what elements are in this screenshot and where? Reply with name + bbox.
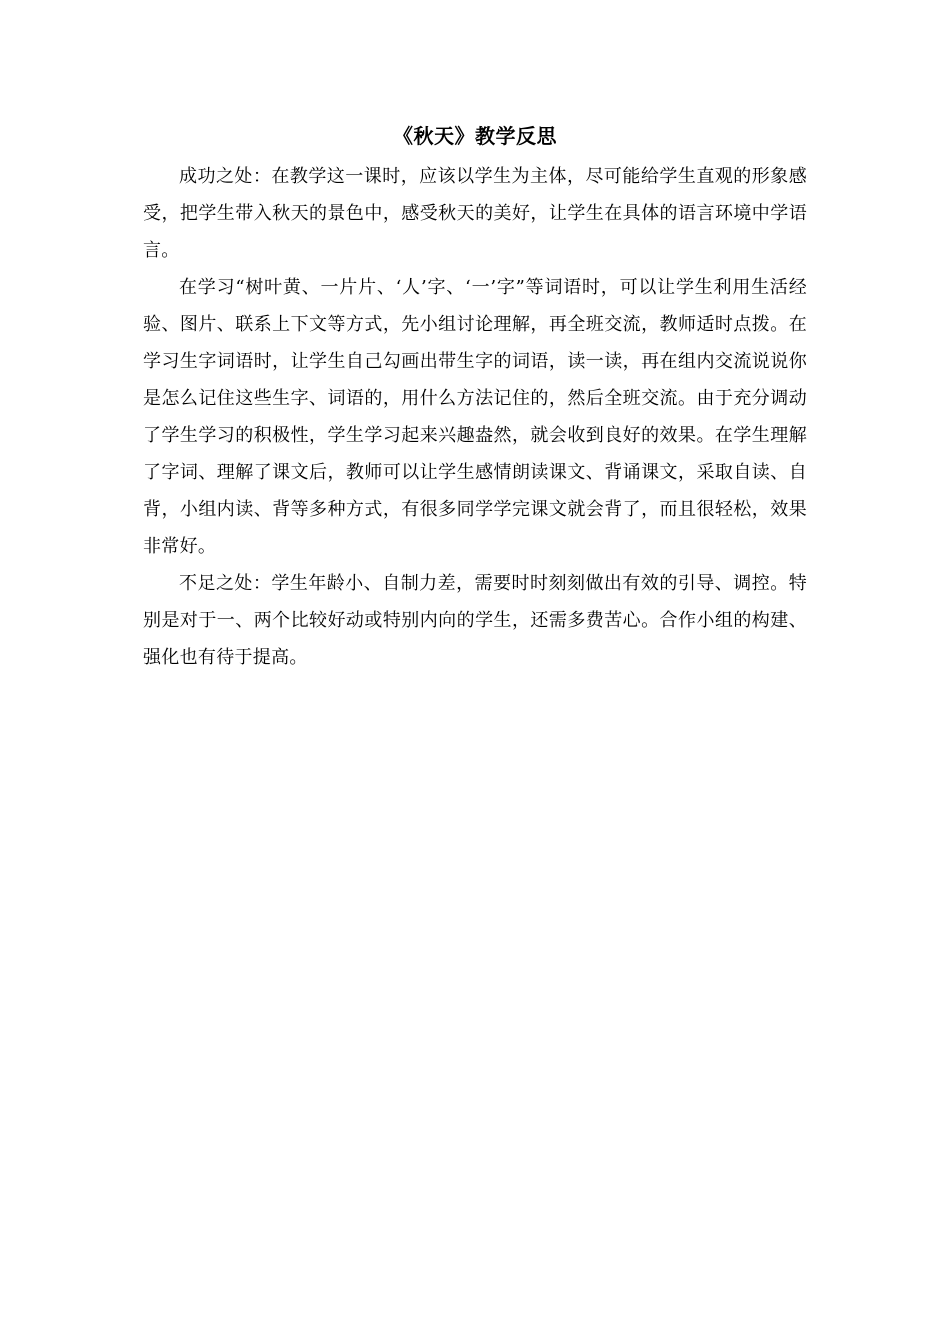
document-body xyxy=(143,120,807,676)
paragraph-shortcoming: 不足之处：学生年龄小、自制力差，需要时时刻刻做出有效的引导、调控。特别是对于一、两个比较好动或特别内向的学生，还需多费苦心。合作小组的构建、强化也有待于提高。 xyxy=(143,573,807,668)
document-title: 《秋天》教学反思 xyxy=(393,124,557,148)
paragraph-method: 在学习“树叶黄、一片片、‘人’字、‘一’字”等词语时，可以让学生利用生活经验、图片、联系上下文等方式，先小组讨论理解，再全班交流，教师适时点拨。在学习生字词语时，让学生自己勾画出带生字的词语，读一读，再在组内交流说说你是怎么记住这些生字、词语的，用什么方法记住的，然后全班交流。由于充分调动了学生学习的积极性，学生学习起来兴趣盎然，就会收到良好的效果。在学生理解了字词、理解了课文后，教师可以让学生感情朗读课文、背诵课文，采取自读、自背，小组内读、背等多种方式，有很多同学学完课文就会背了，而且很轻松，效果非常好。 xyxy=(143,277,807,557)
paragraph-success: 成功之处：在教学这一课时，应该以学生为主体，尽可能给学生直观的形象感受，把学生带入秋天的景色中，感受秋天的美好，让学生在具体的语言环境中学语言。 xyxy=(143,166,807,261)
